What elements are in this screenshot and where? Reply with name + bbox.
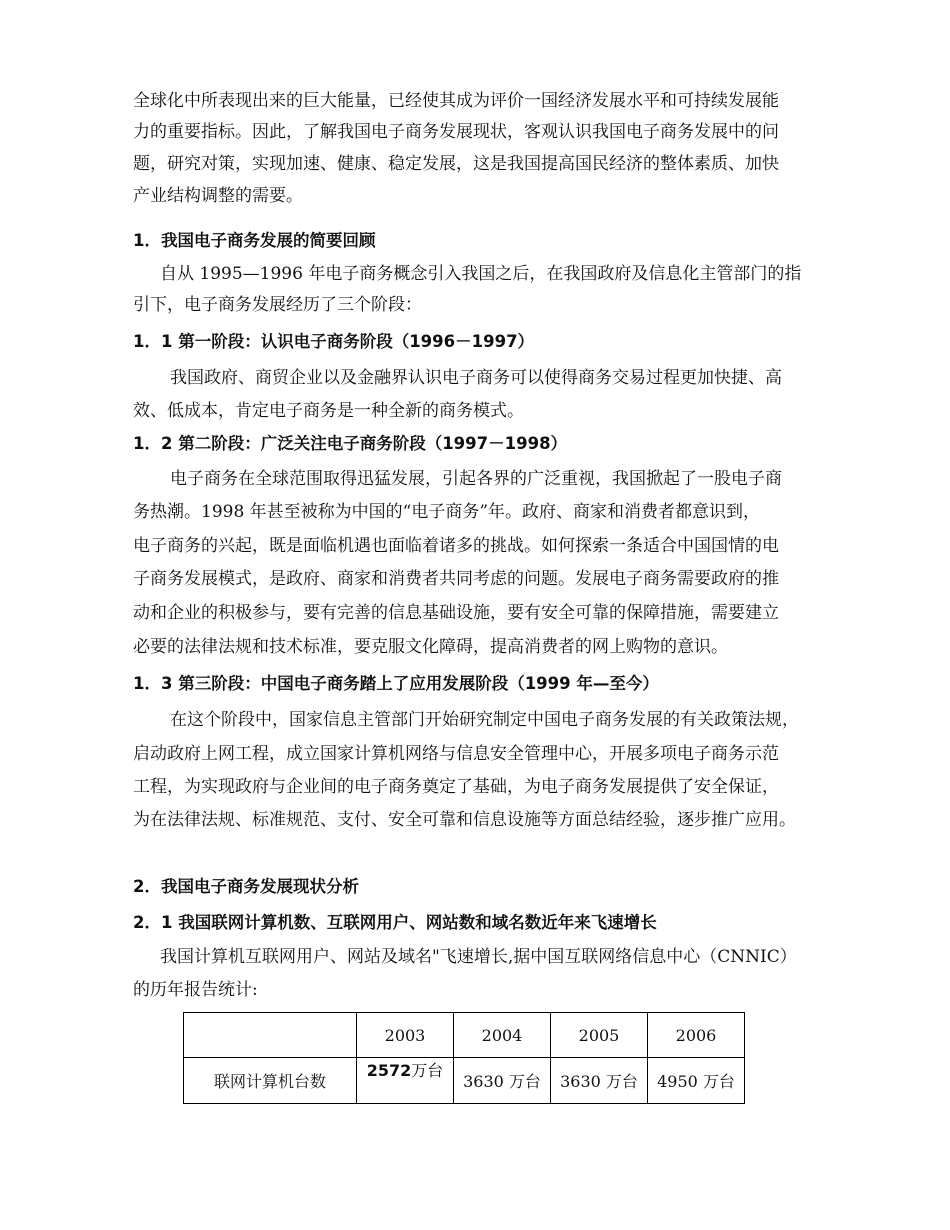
section-1-line-2: 引下，电子商务发展经历了三个阶段： (133, 295, 422, 315)
table-header-cell: 2003 (357, 1013, 454, 1058)
section-1-3-line-4: 为在法律法规、标准规范、支付、安全可靠和信息设施等方面总结经验，逐步推广应用。 (133, 810, 796, 830)
section-2-1-line-1: 我国计算机互联网用户、网站及域名"飞速增长,据中国互联网络信息中心（CNNIC） (160, 947, 797, 967)
table-cell-2006: 4950 万台 (648, 1058, 745, 1104)
section-1-2-line-1: 电子商务在全球范围取得迅猛发展，引起各界的广泛重视，我国掀起了一股电子商 (170, 469, 782, 489)
table-cell-2003-content (357, 1058, 453, 1103)
section-1-heading: 1．我国电子商务发展的简要回顾 (133, 231, 376, 250)
section-1-2-line-4: 子商务发展模式，是政府、商家和消费者共同考虑的问题。发展电子商务需要政府的推 (133, 569, 779, 589)
section-1-line-1: 自从 1995—1996 年电子商务概念引入我国之后，在我国政府及信息化主管部门的指 (160, 264, 802, 284)
table-cell-2005: 3630 万台 (551, 1058, 648, 1104)
table-header-cell: 2006 (648, 1013, 745, 1058)
section-1-1-line-2: 效、低成本，肯定电子商务是一种全新的商务模式。 (133, 401, 524, 421)
table-cell-2003-unit: 万台 (411, 1061, 444, 1080)
section-1-3-line-1: 在这个阶段中，国家信息主管部门开始研究制定中国电子商务发展的有关政策法规， (170, 710, 799, 730)
cnnic-statistics-table (183, 1012, 745, 1104)
section-1-2-heading: 1．2 第二阶段：广泛关注电子商务阶段（1997－1998） (133, 434, 568, 453)
section-2-1-heading: 2．1 我国联网计算机数、互联网用户、网站数和域名数近年来飞速增长 (133, 913, 657, 932)
table-cell-2003 (357, 1058, 454, 1104)
intro-line-4: 产业结构调整的需要。 (133, 186, 303, 206)
intro-line-1: 全球化中所表现出来的巨大能量，已经使其成为评价一国经济发展水平和可持续发展能 (133, 91, 779, 111)
section-2-1-line-2: 的历年报告统计: (133, 980, 258, 1000)
section-1-2-line-2: 务热潮。1998 年甚至被称为中国的“电子商务”年。政府、商家和消费者都意识到， (133, 502, 761, 522)
section-1-2-line-5: 动和企业的积极参与，要有完善的信息基础设施，要有安全可靠的保障措施，需要建立 (133, 603, 779, 623)
section-1-2-line-3: 电子商务的兴起，既是面临机遇也面临着诸多的挑战。如何探索一条适合中国国情的电 (133, 536, 779, 556)
table-header-cell: 2004 (454, 1013, 551, 1058)
intro-line-3: 题，研究对策，实现加速、健康、稳定发展，这是我国提高国民经济的整体素质、加快 (133, 154, 779, 174)
intro-line-2: 力的重要指标。因此，了解我国电子商务发展现状，客观认识我国电子商务发展中的问 (133, 122, 779, 142)
table-cell-2003-number: 2572 (366, 1061, 412, 1080)
table-header-cell (184, 1013, 357, 1058)
section-1-1-heading: 1．1 第一阶段：认识电子商务阶段（1996－1997） (133, 332, 535, 351)
table-cell-2004: 3630 万台 (454, 1058, 551, 1104)
section-1-3-line-2: 启动政府上网工程，成立国家计算机网络与信息安全管理中心，开展多项电子商务示范 (133, 744, 779, 764)
section-2-heading: 2．我国电子商务发展现状分析 (133, 877, 359, 896)
table-header-row (184, 1013, 745, 1058)
section-1-3-line-3: 工程，为实现政府与企业间的电子商务奠定了基础，为电子商务发展提供了安全保证， (133, 777, 779, 797)
table-header-cell: 2005 (551, 1013, 648, 1058)
section-1-3-heading: 1．3 第三阶段：中国电子商务踏上了应用发展阶段（1999 年—至今） (133, 674, 659, 693)
section-1-2-line-6: 必要的法律法规和技术标准，要克服文化障碍，提高消费者的网上购物的意识。 (133, 637, 728, 657)
table-row (184, 1058, 745, 1104)
section-1-1-line-1: 我国政府、商贸企业以及金融界认识电子商务可以使得商务交易过程更加快捷、高 (170, 368, 782, 388)
table-row-label: 联网计算机台数 (184, 1058, 357, 1104)
